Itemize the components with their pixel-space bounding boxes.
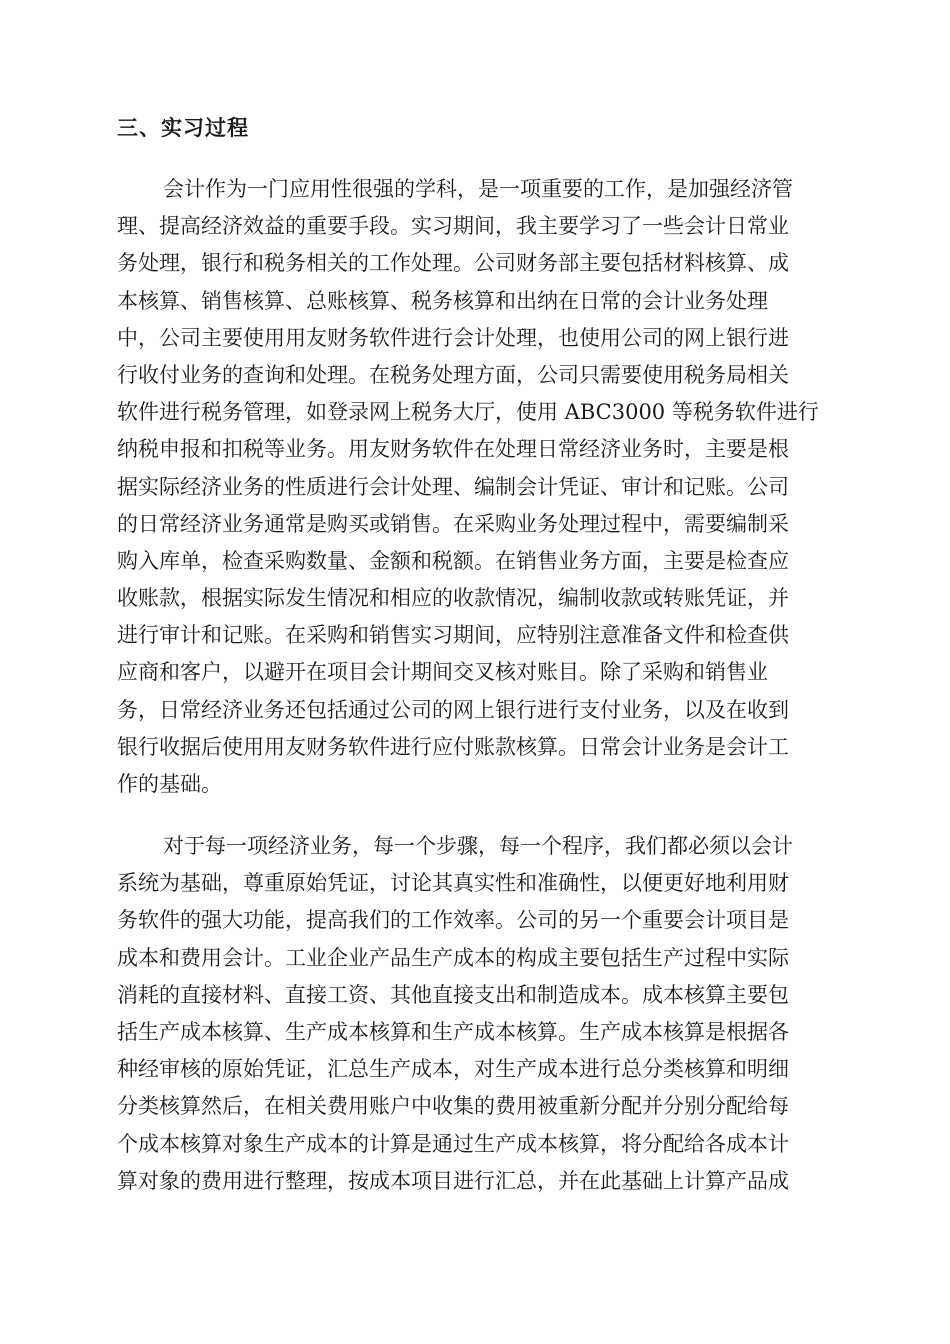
paragraph-line: 银行收据后使用用友财务软件进行应付账款核算。日常会计业务是会计工 bbox=[117, 734, 789, 759]
paragraph-line: 务处理，银行和税务相关的工作处理。公司财务部主要包括材料核算、成 bbox=[117, 251, 789, 276]
paragraph-line: 算对象的费用进行整理，按成本项目进行汇总，并在此基础上计算产品成 bbox=[117, 1168, 789, 1193]
paragraph-line: 软件进行税务管理，如登录网上税务大厅，使用 ABC3000 等税务软件进行 bbox=[117, 400, 819, 425]
paragraph-line: 作的基础。 bbox=[117, 772, 222, 796]
paragraph-line: 行收付业务的查询和处理。在税务处理方面，公司只需要使用税务局相关 bbox=[117, 362, 789, 387]
paragraph-line: 收账款，根据实际发生情况和相应的收款情况，编制收款或转账凭证，并 bbox=[117, 586, 789, 611]
paragraph-line: 购入库单，检查采购数量、金额和税额。在销售业务方面，主要是检查应 bbox=[117, 548, 789, 573]
section-heading: 三、实习过程 bbox=[117, 116, 249, 140]
paragraph-line: 会计作为一门应用性很强的学科，是一项重要的工作，是加强经济管 bbox=[163, 177, 793, 201]
paragraph-line: 分类核算然后，在相关费用账户中收集的费用被重新分配并分别分配给每 bbox=[117, 1094, 789, 1119]
paragraph-line: 消耗的直接材料、直接工资、其他直接支出和制造成本。成本核算主要包 bbox=[117, 982, 789, 1007]
paragraph-line: 个成本核算对象生产成本的计算是通过生产成本核算，将分配给各成本计 bbox=[117, 1131, 789, 1156]
paragraph-line: 应商和客户，以避开在项目会计期间交叉核对账目。除了采购和销售业 bbox=[117, 660, 768, 685]
paragraph-line: 本核算、销售核算、总账核算、税务核算和出纳在日常的会计业务处理 bbox=[117, 288, 768, 313]
paragraph-line: 务，日常经济业务还包括通过公司的网上银行进行支付业务，以及在收到 bbox=[117, 697, 789, 722]
paragraph bbox=[117, 828, 837, 1200]
paragraph-line: 理、提高经济效益的重要手段。实习期间，我主要学习了一些会计日常业 bbox=[117, 214, 789, 239]
paragraph-line: 系统为基础，尊重原始凭证，讨论其真实性和准确性，以便更好地利用财 bbox=[117, 871, 789, 896]
paragraph bbox=[117, 171, 837, 803]
paragraph-line: 成本和费用会计。工业企业产品生产成本的构成主要包括生产过程中实际 bbox=[117, 945, 789, 970]
paragraph-line: 中，公司主要使用用友财务软件进行会计处理，也使用公司的网上银行进 bbox=[117, 325, 789, 350]
paragraph-line: 进行审计和记账。在采购和销售实习期间，应特别注意准备文件和检查供 bbox=[117, 623, 789, 648]
paragraph-line: 务软件的强大功能，提高我们的工作效率。公司的另一个重要会计项目是 bbox=[117, 908, 789, 933]
paragraph-line: 对于每一项经济业务，每一个步骤，每一个程序，我们都必须以会计 bbox=[163, 834, 793, 858]
paragraph-line: 据实际经济业务的性质进行会计处理、编制会计凭证、审计和记账。公司 bbox=[117, 474, 789, 499]
paragraph-line: 的日常经济业务通常是购买或销售。在采购业务处理过程中，需要编制采 bbox=[117, 511, 789, 536]
paragraph-line: 种经审核的原始凭证，汇总生产成本，对生产成本进行总分类核算和明细 bbox=[117, 1057, 789, 1082]
paragraph-line: 纳税申报和扣税等业务。用友财务软件在处理日常经济业务时，主要是根 bbox=[117, 437, 789, 462]
paragraph-line: 括生产成本核算、生产成本核算和生产成本核算。生产成本核算是根据各 bbox=[117, 1019, 789, 1044]
